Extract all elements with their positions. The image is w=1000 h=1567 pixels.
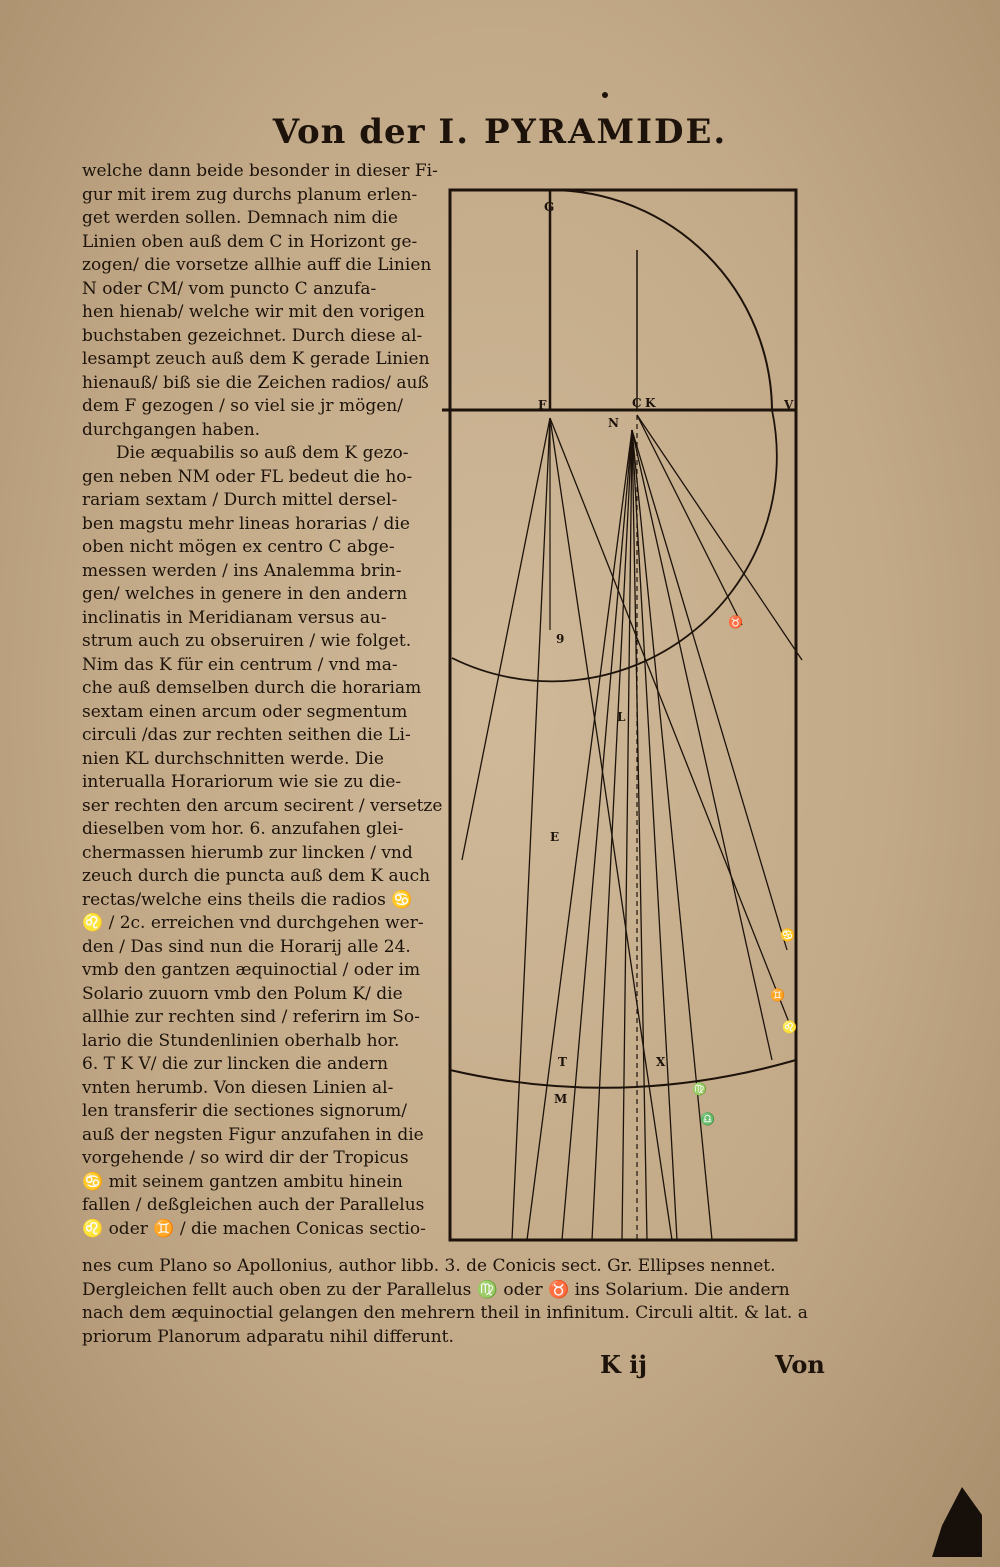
radial-line [462,418,550,860]
figure-label: N [608,416,619,430]
radial-line [632,430,772,1060]
text-line: auß der negsten Figur anzufahen in die [82,1124,424,1145]
text-line: rectas/welche eins theils die radios ♋ [82,889,413,910]
text-line: allhie zur rechten sind / referirn im So- [82,1007,420,1027]
text-line: nes cum Plano so Apollonius, author libb. 3. de Conicis sect. Gr. Ellipses nennet. [82,1256,776,1276]
text-line: ♋ mit seinem gantzen ambitu hinein [82,1171,403,1192]
figure-label: 9 [556,632,565,646]
text-line: den / Das sind nun die Horarij alle 24. [82,936,411,957]
text-line: interualla Horariorum wie sie zu die- [82,772,402,792]
text-line: strum auch zu obseruiren / wie folget. [82,631,412,651]
figure-label: X [656,1055,666,1069]
text-line: sextam einen arcum oder segmentum [82,701,408,722]
radial-line [637,415,742,625]
text-line: nien KL durchschnitten werde. Die [82,748,384,769]
text-line: ben magstu mehr lineas horarias / die [82,513,410,534]
text-line: welche dann beide besonder in dieser Fi- [82,161,438,181]
text-line: buchstaben gezeichnet. Durch diese al- [82,325,423,346]
signature-mark: K ij [600,1350,648,1379]
figure-label: ♌ [782,1020,797,1034]
radial-line [632,430,787,950]
left-column-text [82,160,443,1241]
text-line: messen werden / ins Analemma brin- [82,560,402,581]
figure-label: ♍ [692,1082,707,1096]
figure-label: T [558,1055,567,1069]
sundial-figure [432,160,812,1250]
text-line: ♌ / 2c. erreichen vnd durchgehen wer- [82,913,424,933]
text-line: Die æquabilis so auß dem K gezo- [116,443,409,463]
text-line: dieselben vom hor. 6. anzufahen glei- [82,819,404,839]
figure-label: V [784,398,794,412]
text-line: zogen/ die vorsetze allhie auff die Linien [82,255,432,275]
text-line: N oder CM/ vom puncto C anzufa- [82,278,377,299]
figure-label: F [538,398,547,412]
title-prefix: Von der [272,112,426,152]
text-line: gur mit irem zug durchs planum erlen- [82,184,418,205]
radial-line [622,430,632,1240]
radial-line [632,430,647,1240]
text-line: ser rechten den arcum secirent / versetze [82,795,443,816]
text-line: vnten herumb. Von diesen Linien al- [82,1077,394,1098]
sundial-diagram [432,160,812,1250]
catchword: Von [775,1350,825,1379]
title-main: I. PYRAMIDE. [438,112,728,152]
radial-line [562,430,632,1240]
page-title [150,112,850,152]
figure-label: L [617,710,626,724]
figure-label: ♊ [770,988,785,1002]
text-line: get werden sollen. Demnach nim die [82,208,398,228]
text-line: fallen / deßgleichen auch der Parallelus [82,1195,425,1215]
radial-line [550,418,792,1030]
figure-label: E [550,830,560,844]
text-line: Linien oben auß dem C in Horizont ge- [82,231,418,252]
text-line: hen hienab/ welche wir mit den vorigen [82,302,425,322]
text-line: priorum Planorum adparatu nihil differunt. [82,1326,454,1347]
figure-label: G [544,200,555,214]
radial-line [512,418,550,1240]
text-line: lesampt zeuch auß dem K gerade Linien [82,349,430,369]
text-line: gen/ welches in genere in den andern [82,584,408,604]
text-line: rariam sextam / Durch mittel dersel- [82,490,398,510]
text-line: ♌ oder ♊ / die machen Conicas sectio- [82,1218,426,1239]
text-line: vmb den gantzen æquinoctial / oder im [82,960,421,980]
text-line: zeuch durch die puncta auß dem K auch [82,866,431,886]
text-line: dem F gezogen / so viel sie jr mögen/ [82,396,403,416]
figure-label: ♎ [700,1112,715,1126]
printer-dot [602,92,608,98]
quadrant-arc [550,190,772,410]
text-line: chermassen hierumb zur lincken / vnd [82,842,413,863]
radial-line [527,430,632,1240]
figure-label: M [554,1092,568,1106]
figure-label: ♉ [728,615,743,629]
text-line: nach dem æquinoctial gelangen den mehrern theil in infinitum. Circuli altit. & lat. a [82,1303,808,1323]
figure-label: C [632,396,642,410]
text-line: lario die Stundenlinien oberhalb hor. [82,1030,400,1051]
text-line: len transferir die sectiones signorum/ [82,1101,407,1121]
text-line: che auß demselben durch die horariam [82,678,422,698]
text-line: vorgehende / so wird dir der Tropicus [82,1148,409,1168]
text-line: Dergleichen fellt auch oben zu der Parallelus ♍ oder ♉ ins Solarium. Die andern [82,1279,790,1300]
text-line: 6. T K V/ die zur lincken die andern [82,1054,389,1074]
bottom-arc [450,1060,796,1088]
bottom-text [82,1255,842,1349]
text-line: hienauß/ biß sie die Zeichen radios/ auß [82,372,429,393]
text-line: inclinatis in Meridianam versus au- [82,607,387,628]
text-line: oben nicht mögen ex centro C abge- [82,537,395,557]
text-line: circuli /das zur rechten seithen die Li- [82,725,411,745]
text-line: durchgangen haben. [82,419,261,440]
text-line: Nim das K für ein centrum / vnd ma- [82,654,398,675]
figure-label: K [645,396,656,410]
figure-label: ♋ [780,928,795,942]
text-line: Solario zuuorn vmb den Polum K/ die [82,983,403,1004]
text-line: gen neben NM oder FL bedeut die ho- [82,466,413,487]
